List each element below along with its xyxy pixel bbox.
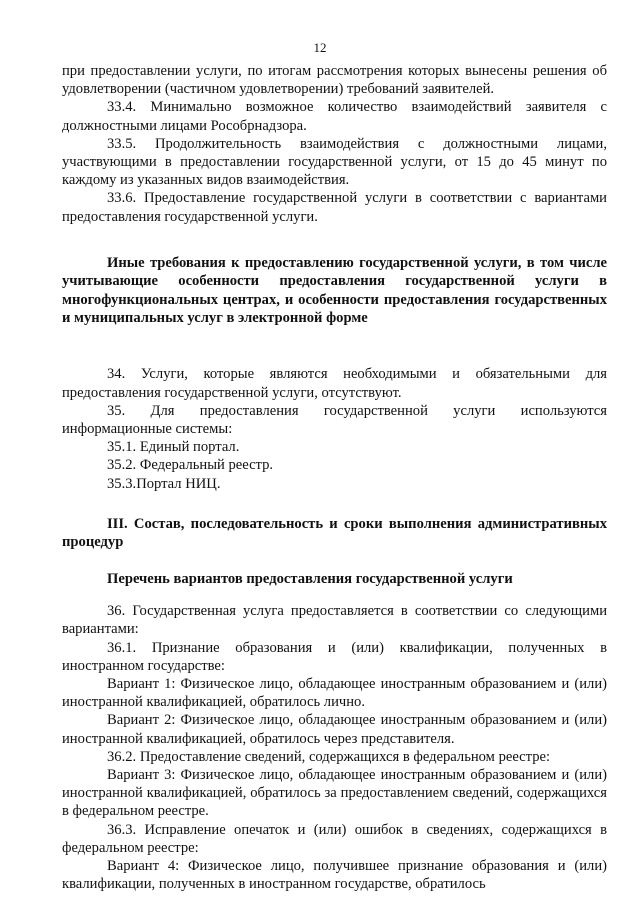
paragraph-34: 34. Услуги, которые являются необходимыми и обязательными для предоставления государственной услуги, отсутствуют. xyxy=(62,366,607,401)
spacer xyxy=(62,493,607,515)
paragraph-variant-4: Вариант 4: Физическое лицо, получившее признание образования и (или) квалификации, полученных в иностранном государстве, обратилось xyxy=(62,857,607,893)
paragraph-35-2: 35.2. Федеральный реестр. xyxy=(107,457,274,474)
section-heading-variants: Перечень вариантов предоставления государственной услуги xyxy=(107,570,513,587)
spacer xyxy=(62,226,607,254)
paragraph-35: 35. Для предоставления государственной услуги используются информационные системы: xyxy=(62,402,607,438)
spacer xyxy=(62,552,607,570)
paragraph-36-3: 36.3. Исправление опечаток и (или) ошибок в сведениях, содержащихся в федеральном реестре: xyxy=(62,821,607,856)
spacer xyxy=(62,588,607,602)
paragraph-variant-1: Вариант 1: Физическое лицо, обладающее иностранным образованием и (или) иностранной квалификацией, обратилось лично. xyxy=(62,675,607,711)
paragraph-33-5: 33.5. Продолжительность взаимодействия с должностными лицами, участвующими в предоставлении государственной услуги, от 15 до 45 минут по каждому из указанных видов взаимодействия. xyxy=(62,135,607,189)
page-number: 12 xyxy=(313,40,327,55)
paragraph-33-4: 33.4. Минимально возможное количество взаимодействий заявителя с должностными лицами Рособрнадзора. xyxy=(62,99,607,134)
paragraph-variant-3: Вариант 3: Физическое лицо, обладающее иностранным образованием и (или) иностранной квалификацией, обратилось за предоставлением сведений, содержащихся в федеральном реестре. xyxy=(62,766,607,820)
section-heading-other-requirements: Иные требования к предоставлению государственной услуги, в том числе учитывающие особенности предоставления государственной услуги в многофункциональных центрах, и особенности предоставления государственных и муниципальных услуг в электронной форме xyxy=(62,254,607,327)
paragraph-36-2: 36.2. Предоставление сведений, содержащихся в федеральном реестре: xyxy=(107,748,551,765)
paragraph-35-1: 35.1. Единый портал. xyxy=(107,439,240,456)
paragraph-36: 36. Государственная услуга предоставляется в соответствии со следующими вариантами: xyxy=(62,603,607,638)
paragraph-continuation: при предоставлении услуги, по итогам рассмотрения которых вынесены решения об удовлетворении (частичном удовлетворении) требований заявителей. xyxy=(62,63,607,98)
paragraph-36-1: 36.1. Признание образования и (или) квалификации, полученных в иностранном государстве: xyxy=(62,639,607,674)
spacer xyxy=(62,327,607,365)
paragraph-variant-2: Вариант 2: Физическое лицо, обладающее иностранным образованием и (или) иностранной квалификацией, обратилось через представителя. xyxy=(62,712,607,747)
paragraph-35-3: 35.3.Портал НИЦ. xyxy=(107,475,221,492)
paragraph-33-6: 33.6. Предоставление государственной услуги в соответствии с вариантами предоставления государственной услуги. xyxy=(62,190,607,225)
chapter-heading-iii: III. Состав, последовательность и сроки выполнения административных процедур xyxy=(62,515,607,551)
document-body xyxy=(62,62,607,893)
